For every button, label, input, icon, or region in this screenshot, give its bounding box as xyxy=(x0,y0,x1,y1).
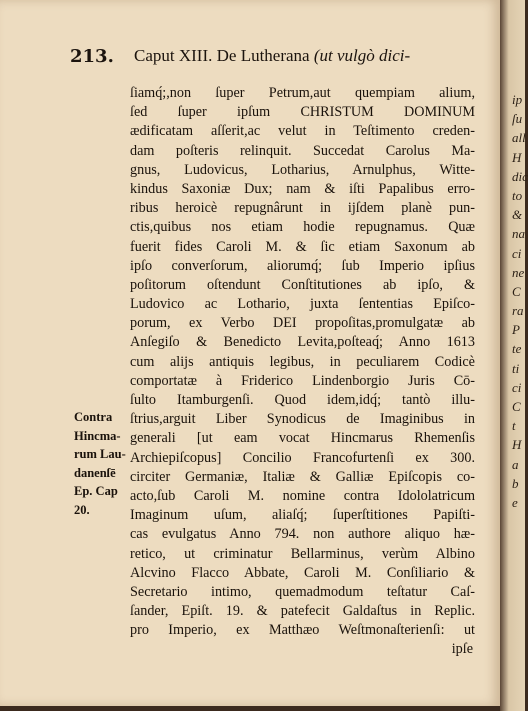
running-head-title: Caput XIII. De Lutherana xyxy=(134,46,310,65)
facing-letter: C xyxy=(512,399,521,414)
text-line: ſtrius,arguit Liber Synodicus de Imaginibus in xyxy=(130,411,475,428)
facing-letter: & xyxy=(512,207,523,223)
facing-page-letters xyxy=(512,90,528,512)
text-line: ſulto Itamburgenſi. Quod idem,idq́; tantò illu- xyxy=(130,392,475,408)
text-line: Alcvino Flacco Abbate, Caroli M. Conſiliario & xyxy=(130,564,475,581)
facing-letter: to xyxy=(512,187,523,203)
facing-letter: ſu xyxy=(512,111,523,127)
facing-letter: ra xyxy=(512,303,524,319)
text-line: ædificatam aſſerit,ac velut in Teſtimento creden- xyxy=(130,123,475,140)
text-line: gnus, Ludovicus, Lotharius, Arnulphus, Witte- xyxy=(130,161,475,178)
text-line: ipſo converſorum, aliorumq́; ſub Imperio ipſius xyxy=(130,257,475,274)
facing-letter: te xyxy=(512,341,522,357)
facing-letter: dic xyxy=(512,168,528,184)
text-line: kindus Saxoniæ Dux; nam & iſti Papalibus erro- xyxy=(130,180,475,197)
text-line: pro Imperio, ex Matthæo Weſtmonaſterienſi: ut xyxy=(130,622,475,639)
text-line: cum alijs antiquis legibus, in peculiarem Codicè xyxy=(130,353,475,370)
text-line: ribus heroicè repugnârunt in ijſdem planè pun- xyxy=(130,200,475,217)
facing-letter: a xyxy=(512,456,519,472)
text-line: cas evulgatus Anno 794. non authore aliquo hæ- xyxy=(130,526,475,543)
facing-letter: e xyxy=(512,494,518,510)
text-line: ctis,quibus nos etiam hodie repugnamus. Quæ xyxy=(130,219,475,236)
facing-letter: ne xyxy=(512,264,525,280)
text-line: poſitorum oſtendunt Conſtitutiones ab ipſo, & xyxy=(130,276,475,293)
text-line: retico, ut criminatur Bellarminus, verùm Albino xyxy=(130,545,475,562)
margin-note-line: rum Lau- xyxy=(74,447,126,462)
margin-note-line: Contra xyxy=(74,410,113,424)
margin-note-line: danenſē xyxy=(74,465,116,480)
text-line: comportatæ à Friderico Lindenborgio Juris Cō- xyxy=(130,372,475,389)
facing-letter: na xyxy=(512,226,525,242)
text-line: Archiepiſcopus] Concilio Francofurtenſi ex 300. xyxy=(130,449,475,466)
facing-letter: ci xyxy=(512,379,522,395)
text-line: dam poſteris relinquit. Succedat Carolus Ma- xyxy=(130,142,475,159)
text-line: ſed ſuper ipſum CHRISTUM DOMINUM xyxy=(130,104,475,121)
margin-note-line: Hincma- xyxy=(74,428,121,443)
page-number: 213. xyxy=(70,46,114,67)
margin-note-line: Ep. Cap xyxy=(74,484,118,499)
text-line: Imaginum uſum, aliaſq́; ſuperſtitiones Papiſti- xyxy=(130,507,475,524)
facing-letter: H xyxy=(512,149,522,165)
running-head-italic: (ut vulgò dici- xyxy=(313,46,411,65)
margin-note-line: 20. xyxy=(74,502,90,517)
text-line: Anſegiſo & Benedicto Levita,poſteaq́; Anno 1613 xyxy=(130,334,475,351)
text-line: ſander, Epiſt. 19. & patefecit Galdaſtus in Replic. xyxy=(130,603,475,620)
text-line: porum, ex Verbo DEI propoſitas,promulgatæ ab xyxy=(130,315,475,332)
running-head xyxy=(134,46,410,66)
text-line: circiter Germaniæ, Italiæ & Galliæ Epiſcopis co- xyxy=(130,468,475,485)
text-line: ſiamq́;,non ſuper Petrum,aut quempiam alium, xyxy=(130,85,475,101)
facing-letter: H xyxy=(512,437,522,453)
text-line: Ludovico ac Lothario, juxta ſententias Epiſco- xyxy=(130,296,475,313)
facing-letter: b xyxy=(512,475,519,491)
margin-note xyxy=(74,408,130,520)
body-text xyxy=(130,84,475,660)
facing-letter: all xyxy=(512,130,526,146)
facing-letter: P xyxy=(512,322,520,338)
text-line: Secretario intimo, quemadmodum teſtatur Caſ- xyxy=(130,583,475,600)
text-line: fuerit fides Caroli M. & ſic etiam Saxonum ab xyxy=(130,238,475,255)
text-line: acto,ſub Caroli M. nomine contra Idololatricum xyxy=(130,487,475,504)
catchword: ipſe xyxy=(451,641,473,658)
facing-letter: t xyxy=(512,418,516,434)
facing-letter: ti xyxy=(512,360,520,376)
facing-letter: ip xyxy=(512,92,523,107)
page-header xyxy=(70,46,500,68)
facing-letter: C xyxy=(512,283,521,299)
facing-page-edge xyxy=(500,0,528,711)
text-line: generali [ut eam vocat Hincmarus Rhemenſis xyxy=(130,430,475,447)
facing-letter: ci xyxy=(512,245,522,261)
